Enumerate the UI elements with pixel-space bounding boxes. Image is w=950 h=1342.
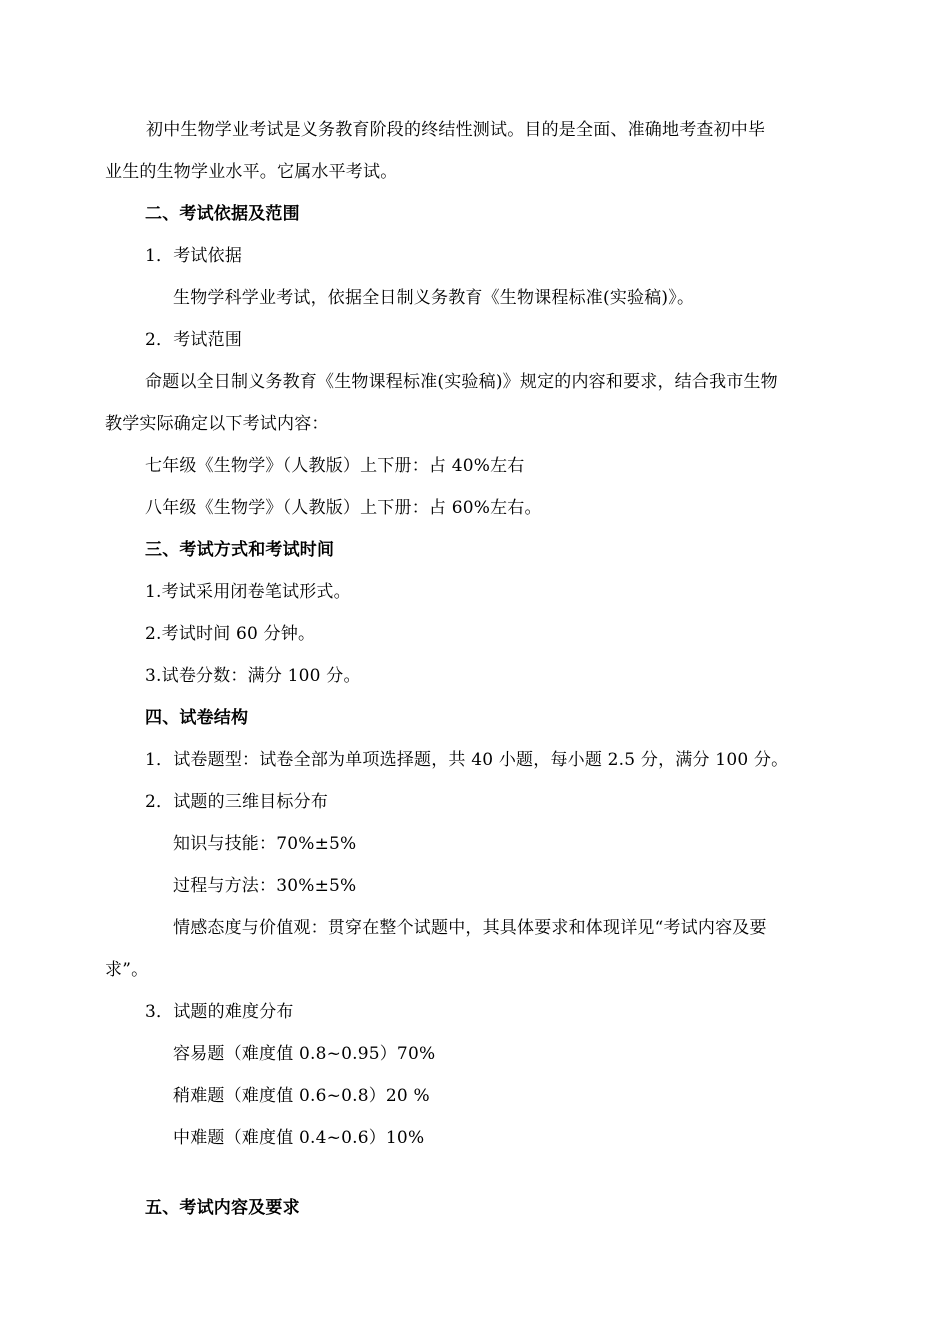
intro-paragraph-line-1: 初中生物学业考试是义务教育阶段的终结性测试。目的是全面、准确地考查初中毕 [146,120,766,140]
grade7-ratio: 七年级《生物学》（人教版）上下册：占 40%左右 [145,456,525,476]
grade8-ratio: 八年级《生物学》（人教版）上下册：占 60%左右。 [145,498,542,518]
difficulty-medium-hard: 中难题（难度值 0.4~0.6）10% [173,1128,425,1148]
section4-item2-title: 2．试题的三维目标分布 [145,792,329,812]
section2-item2-title: 2．考试范围 [145,330,243,350]
section2-item2-text-line-1: 命题以全日制义务教育《生物课程标准(实验稿)》规定的内容和要求，结合我市生物 [145,372,778,392]
section-heading-2: 二、考试依据及范围 [145,204,300,224]
section-heading-5: 五、考试内容及要求 [145,1198,300,1218]
process-method-ratio: 过程与方法：30%±5% [173,876,357,896]
section2-item1-text: 生物学科学业考试，依据全日制义务教育《生物课程标准(实验稿)》。 [173,288,695,308]
emotion-values-line-1: 情感态度与价值观：贯穿在整个试题中，其具体要求和体现详见“考试内容及要 [173,918,767,938]
section3-item1: 1.考试采用闭卷笔试形式。 [145,582,351,602]
section4-item1: 1．试卷题型：试卷全部为单项选择题，共 40 小题，每小题 2.5 分，满分 100 分。 [145,750,789,770]
difficulty-slightly-hard: 稍难题（难度值 0.6~0.8）20 % [173,1086,430,1106]
emotion-values-line-2: 求”。 [105,960,149,980]
intro-paragraph-line-2: 业生的生物学业水平。它属水平考试。 [105,162,398,182]
section-heading-3: 三、考试方式和考试时间 [145,540,335,560]
difficulty-easy: 容易题（难度值 0.8~0.95）70% [173,1044,436,1064]
section3-item2: 2.考试时间 60 分钟。 [145,624,316,644]
section2-item1-title: 1．考试依据 [145,246,243,266]
section2-item2-text-line-2: 教学实际确定以下考试内容： [105,414,329,434]
section-heading-4: 四、试卷结构 [145,708,249,728]
section4-item3-title: 3．试题的难度分布 [145,1002,294,1022]
section3-item3: 3.试卷分数：满分 100 分。 [145,666,361,686]
knowledge-skills-ratio: 知识与技能：70%±5% [173,834,357,854]
